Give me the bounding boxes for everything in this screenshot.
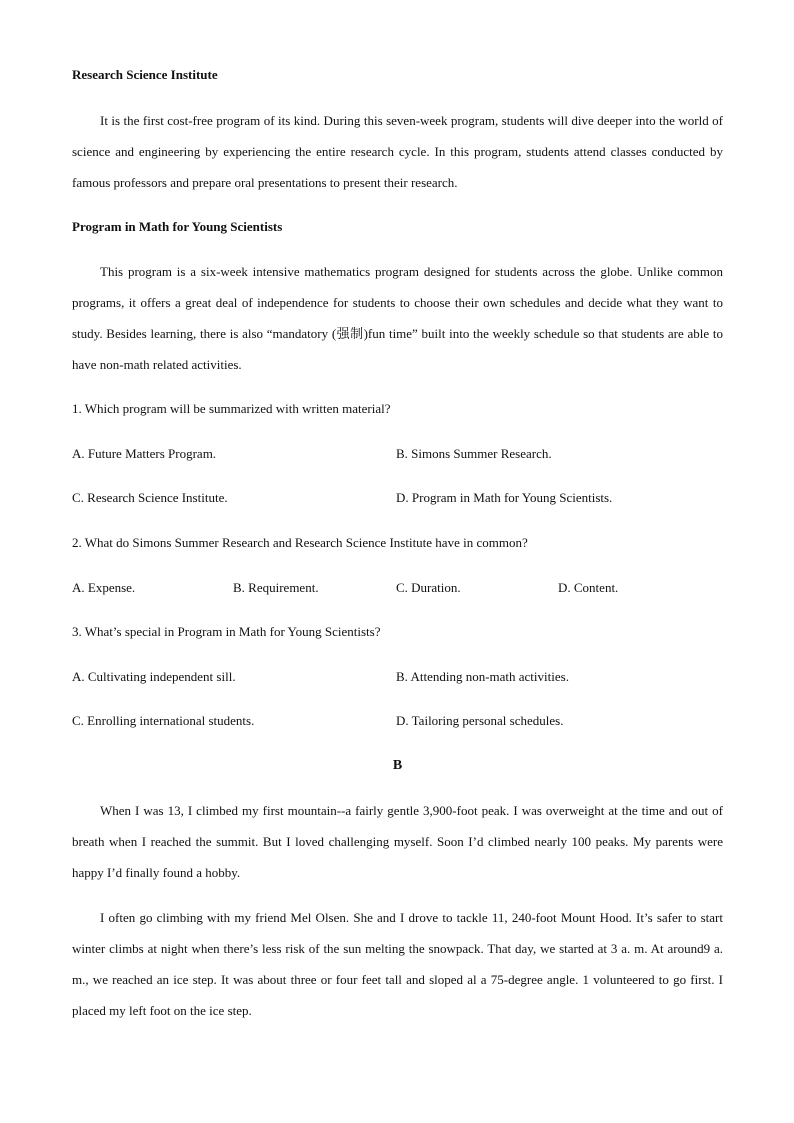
q3-option-d: D. Tailoring personal schedules.: [396, 713, 564, 728]
part-b-paragraph-1: [72, 795, 723, 888]
q1-option-c: C. Research Science Institute.: [72, 490, 228, 505]
q3-option-a: A. Cultivating independent sill.: [72, 669, 236, 684]
part-b-label: B: [392, 758, 403, 773]
part-b-paragraph-2-text: I often go climbing with my friend Mel Olsen. She and I drove to tackle 11, 240-foot Mount Hood. It’s safer to start winter climbs at night when there’s less risk of the sun melting the snowpack. That day, we started at 3 a. m. At around9 a. m., we reached an ice step. It was about three or four feet tall and sloped al a 75-degree angle. 1 volunteered to go first. I placed my left foot on the ice step.: [72, 910, 723, 1018]
section-heading-primes: Program in Math for Young Scientists: [72, 219, 283, 234]
primes-paragraph-text: This program is a six-week intensive mathematics program designed for students across the globe. Unlike common programs, it offers a great deal of independence for students to choose their own schedules and decide what they want to study. Besides learning, there is also “mandatory (强制)fun time” built into the weekly schedule so that students are able to have non-math related activities.: [72, 264, 723, 372]
primes-paragraph: [72, 256, 723, 380]
q2-option-a: A. Expense.: [72, 580, 136, 595]
q1-option-d: D. Program in Math for Young Scientists.: [396, 490, 613, 505]
part-b-paragraph-1-text: When I was 13, I climbed my first mountain--a fairly gentle 3,900-foot peak. I was overweight at the time and out of breath when I reached the summit. But I loved challenging myself. Soon I’d climbed nearly 100 peaks. My parents were happy I’d finally found a hobby.: [72, 803, 723, 880]
rsi-paragraph-text: It is the first cost-free program of its kind. During this seven-week program, students will dive deeper into the world of science and engineering by experiencing the entire research cycle. In this program, students attend classes conducted by famous professors and prepare oral presentations to present their research.: [72, 113, 723, 190]
q3-option-c: C. Enrolling international students.: [72, 713, 255, 728]
q2-option-d: D. Content.: [558, 580, 619, 595]
q2-option-b: B. Requirement.: [233, 580, 319, 595]
q2-option-c: C. Duration.: [396, 580, 461, 595]
q1-option-b: B. Simons Summer Research.: [396, 446, 552, 461]
part-b-paragraph-2: [72, 902, 723, 1026]
question-2: 2. What do Simons Summer Research and Research Science Institute have in common?: [72, 535, 528, 550]
section-heading-rsi: Research Science Institute: [72, 67, 218, 82]
q3-option-b: B. Attending non-math activities.: [396, 669, 569, 684]
question-3: 3. What’s special in Program in Math for Young Scientists?: [72, 624, 381, 639]
q1-option-a: A. Future Matters Program.: [72, 446, 217, 461]
rsi-paragraph: [72, 105, 723, 198]
question-1: 1. Which program will be summarized with written material?: [72, 401, 391, 416]
